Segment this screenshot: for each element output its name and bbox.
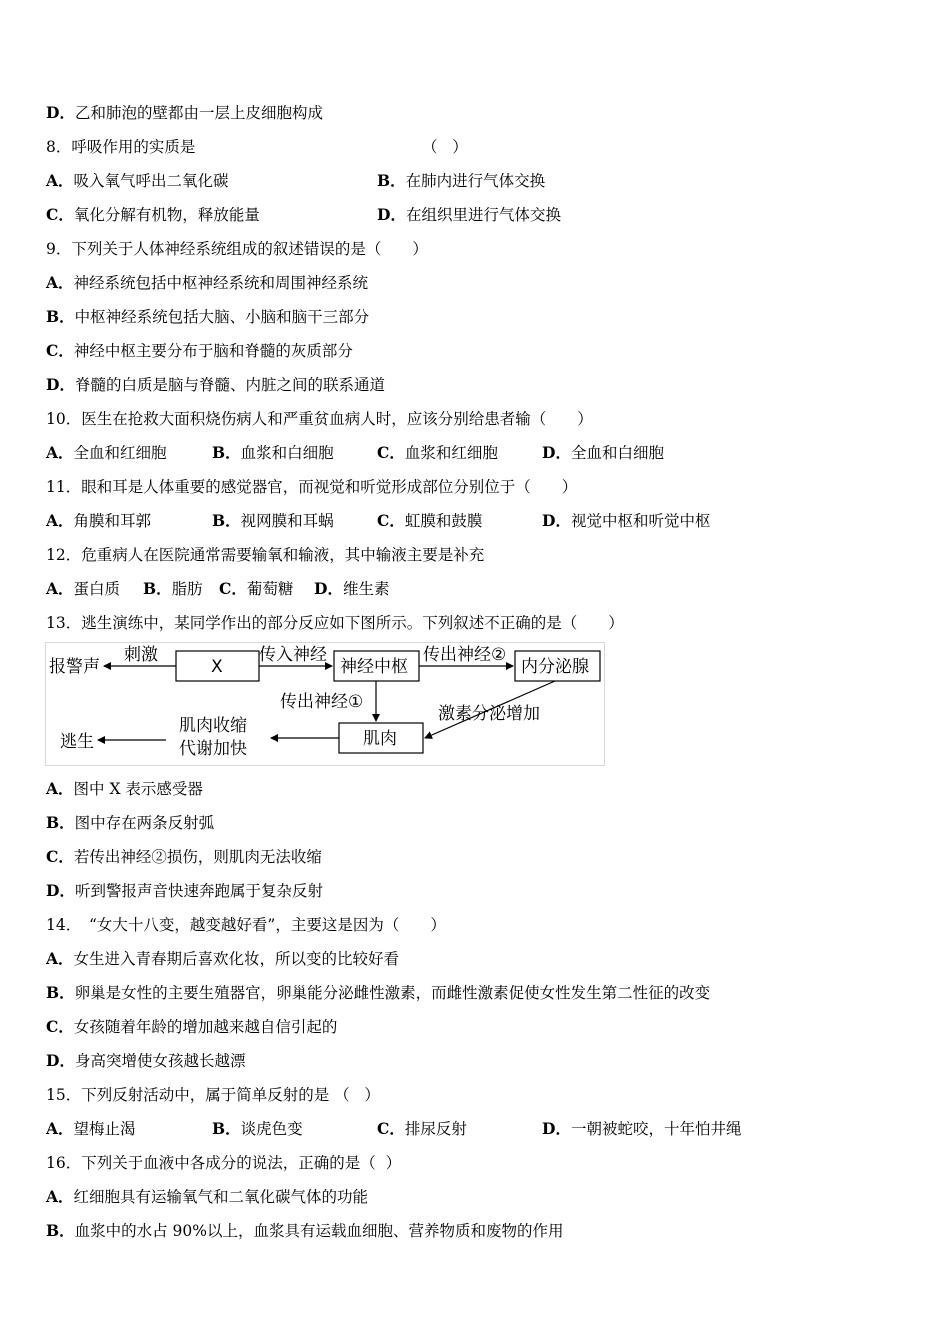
option-label: D． bbox=[46, 881, 75, 900]
line-text: 排尿反射 bbox=[404, 1120, 467, 1138]
option-label: B． bbox=[212, 511, 241, 530]
label-contract2: 代谢加快 bbox=[179, 739, 247, 759]
line-text: 卵巢是女性的主要生殖器官，卵巢能分泌雌性激素，而雌性激素促使女性发生第二性征的改变 bbox=[74, 984, 711, 1002]
line-text: 11．眼和耳是人体重要的感觉器官，而视觉和听觉形成部位分别位于（ ） bbox=[46, 478, 578, 496]
q15-part-0 bbox=[46, 1085, 380, 1105]
label-hormone: 激素分泌增加 bbox=[438, 704, 540, 724]
q16-part-0 bbox=[46, 1153, 401, 1173]
option-label: C． bbox=[46, 1017, 74, 1036]
line-text: 乙和肺泡的壁都由一层上皮细胞构成 bbox=[74, 104, 323, 122]
line-text: 蛋白质 bbox=[73, 580, 121, 598]
option-label: C． bbox=[46, 341, 74, 360]
option-label: B． bbox=[46, 1221, 75, 1240]
q10a-part-1 bbox=[212, 443, 334, 463]
line-text: 脊髓的白质是脑与脊髓、内脏之间的联系通道 bbox=[74, 376, 385, 394]
q11a-part-2 bbox=[377, 511, 482, 531]
line-text: 女生进入青春期后喜欢化妆，所以变的比较好看 bbox=[73, 950, 400, 968]
line-text: 谈虎色变 bbox=[240, 1120, 303, 1138]
option-label: B． bbox=[46, 813, 75, 832]
option-label: B． bbox=[143, 579, 172, 598]
q9-part-0 bbox=[46, 239, 428, 259]
option-label: D． bbox=[314, 579, 343, 598]
q14b-part-0 bbox=[46, 983, 710, 1003]
q13b-part-0 bbox=[46, 813, 214, 833]
q12a-part-1 bbox=[143, 579, 203, 599]
line-text: 12．危重病人在医院通常需要输氧和输液，其中输液主要是补充 bbox=[46, 546, 485, 564]
line-text: 全血和白细胞 bbox=[570, 444, 664, 462]
option-label: A． bbox=[46, 579, 74, 598]
option-label: A． bbox=[46, 443, 74, 462]
line-text: 15．下列反射活动中，属于简单反射的是 （ ） bbox=[46, 1086, 380, 1104]
option-label: B． bbox=[46, 983, 75, 1002]
reflex-diagram-svg bbox=[46, 643, 604, 765]
line-text: 在肺内进行气体交换 bbox=[405, 172, 546, 190]
q9c-part-0 bbox=[46, 341, 353, 361]
q12-part-0 bbox=[46, 545, 484, 565]
option-label: D． bbox=[542, 511, 571, 530]
q8-part-0 bbox=[46, 137, 195, 157]
line-text: 脂肪 bbox=[171, 580, 203, 598]
line-text: （ ） bbox=[422, 138, 468, 156]
label-x: X bbox=[211, 657, 223, 677]
q11a-part-1 bbox=[212, 511, 334, 531]
line-text: 视觉中枢和听觉中枢 bbox=[570, 512, 711, 530]
line-text: 中枢神经系统包括大脑、小脑和脑干三部分 bbox=[74, 308, 370, 326]
label-stimulus: 刺激 bbox=[124, 645, 158, 665]
q10a-part-3 bbox=[542, 443, 664, 463]
q15a-part-2 bbox=[377, 1119, 467, 1139]
q11a-part-0 bbox=[46, 511, 151, 531]
q12a-part-3 bbox=[314, 579, 389, 599]
q12a-part-2 bbox=[219, 579, 293, 599]
option-label: C． bbox=[46, 847, 74, 866]
reflex-diagram bbox=[45, 642, 605, 766]
q11a-part-3 bbox=[542, 511, 710, 531]
line-text: 若传出神经②损伤，则肌肉无法收缩 bbox=[73, 848, 322, 866]
q16a-part-0 bbox=[46, 1187, 368, 1207]
label-center: 神经中枢 bbox=[340, 657, 408, 677]
line-text: 16．下列关于血液中各成分的说法，正确的是（ ） bbox=[46, 1154, 402, 1172]
option-label: C． bbox=[377, 443, 405, 462]
label-efferent2: 传出神经② bbox=[423, 645, 507, 665]
option-label: D． bbox=[46, 1051, 75, 1070]
line-text: 女孩随着年龄的增加越来越自信引起的 bbox=[73, 1018, 338, 1036]
q15a-part-0 bbox=[46, 1119, 136, 1139]
line-text: 神经中枢主要分布于脑和脊髓的灰质部分 bbox=[73, 342, 353, 360]
q8c-part-1 bbox=[377, 205, 561, 225]
label-afferent: 传入神经 bbox=[259, 645, 327, 665]
line-text: 神经系统包括中枢神经系统和周围神经系统 bbox=[73, 274, 369, 292]
q8a-part-0 bbox=[46, 171, 229, 191]
line-text: 13．逃生演练中，某同学作出的部分反应如下图所示。下列叙述不正确的是（ ） bbox=[46, 614, 624, 632]
line-text: 8．呼吸作用的实质是 bbox=[46, 138, 196, 156]
option-label: C． bbox=[377, 511, 405, 530]
q10-part-0 bbox=[46, 409, 593, 429]
q16b-part-0 bbox=[46, 1221, 564, 1241]
q9b-part-0 bbox=[46, 307, 369, 327]
option-label: D． bbox=[377, 205, 406, 224]
line-text: 红细胞具有运输氧气和二氧化碳气体的功能 bbox=[73, 1188, 369, 1206]
option-label: B． bbox=[212, 1119, 241, 1138]
q10a-part-2 bbox=[377, 443, 498, 463]
q8-part-1 bbox=[422, 137, 468, 157]
line-text: 血浆和红细胞 bbox=[404, 444, 498, 462]
q14c-part-0 bbox=[46, 1017, 337, 1037]
q10a-part-0 bbox=[46, 443, 167, 463]
label-efferent1: 传出神经① bbox=[280, 692, 364, 712]
option-label: A． bbox=[46, 779, 74, 798]
q11-part-0 bbox=[46, 477, 577, 497]
q12a-part-0 bbox=[46, 579, 120, 599]
line-text: 在组织里进行气体交换 bbox=[405, 206, 561, 224]
line-text: 9．下列关于人体神经系统组成的叙述错误的是（ ） bbox=[46, 240, 428, 258]
q9a-part-0 bbox=[46, 273, 368, 293]
option-label: A． bbox=[46, 1119, 74, 1138]
line-text: 图中存在两条反射弧 bbox=[74, 814, 215, 832]
line-text: 维生素 bbox=[342, 580, 390, 598]
option-label: B． bbox=[377, 171, 406, 190]
option-label: D． bbox=[46, 103, 75, 122]
option-label: D． bbox=[542, 443, 571, 462]
line-text: 葡萄糖 bbox=[246, 580, 294, 598]
line-text: 氧化分解有机物，释放能量 bbox=[73, 206, 260, 224]
line-text: 身高突增使女孩越长越漂 bbox=[74, 1052, 246, 1070]
option-label: A． bbox=[46, 949, 74, 968]
l1-part-0 bbox=[46, 103, 323, 123]
line-text: 一朝被蛇咬，十年怕井绳 bbox=[570, 1120, 742, 1138]
q14a-part-0 bbox=[46, 949, 399, 969]
option-label: D． bbox=[46, 375, 75, 394]
label-alarm: 报警声 bbox=[49, 657, 100, 677]
line-text: 视网膜和耳蜗 bbox=[240, 512, 334, 530]
option-label: D． bbox=[542, 1119, 571, 1138]
line-text: 图中 X 表示感受器 bbox=[73, 780, 203, 798]
option-label: A． bbox=[46, 511, 74, 530]
line-text: 虹膜和鼓膜 bbox=[404, 512, 483, 530]
label-gland: 内分泌腺 bbox=[521, 657, 589, 677]
line-text: 血浆中的水占 90%以上，血浆具有运载血细胞、营养物质和废物的作用 bbox=[74, 1222, 564, 1240]
option-label: C． bbox=[219, 579, 247, 598]
line-text: 10．医生在抢救大面积烧伤病人和严重贫血病人时，应该分别给患者输（ ） bbox=[46, 410, 593, 428]
line-text: 听到警报声音快速奔跑属于复杂反射 bbox=[74, 882, 323, 900]
option-label: C． bbox=[46, 205, 74, 224]
line-text: 全血和红细胞 bbox=[73, 444, 167, 462]
q13d-part-0 bbox=[46, 881, 323, 901]
q13-part-0 bbox=[46, 613, 624, 633]
q13c-part-0 bbox=[46, 847, 322, 867]
line-text: 14． “女大十八变，越变越好看”，主要这是因为（ ） bbox=[46, 916, 446, 934]
option-label: A． bbox=[46, 1187, 74, 1206]
q9d-part-0 bbox=[46, 375, 385, 395]
q15a-part-3 bbox=[542, 1119, 741, 1139]
option-label: B． bbox=[212, 443, 241, 462]
q14d-part-0 bbox=[46, 1051, 245, 1071]
line-text: 吸入氧气呼出二氧化碳 bbox=[73, 172, 229, 190]
option-label: B． bbox=[46, 307, 75, 326]
label-escape: 逃生 bbox=[60, 732, 94, 752]
line-text: 角膜和耳郭 bbox=[73, 512, 152, 530]
label-muscle: 肌肉 bbox=[363, 729, 397, 749]
q14-part-0 bbox=[46, 915, 446, 935]
option-label: A． bbox=[46, 273, 74, 292]
q15a-part-1 bbox=[212, 1119, 303, 1139]
q8a-part-1 bbox=[377, 171, 545, 191]
label-contract1: 肌肉收缩 bbox=[179, 716, 247, 736]
q8c-part-0 bbox=[46, 205, 260, 225]
option-label: C． bbox=[377, 1119, 405, 1138]
line-text: 望梅止渴 bbox=[73, 1120, 136, 1138]
q13a-part-0 bbox=[46, 779, 203, 799]
option-label: A． bbox=[46, 171, 74, 190]
line-text: 血浆和白细胞 bbox=[240, 444, 334, 462]
